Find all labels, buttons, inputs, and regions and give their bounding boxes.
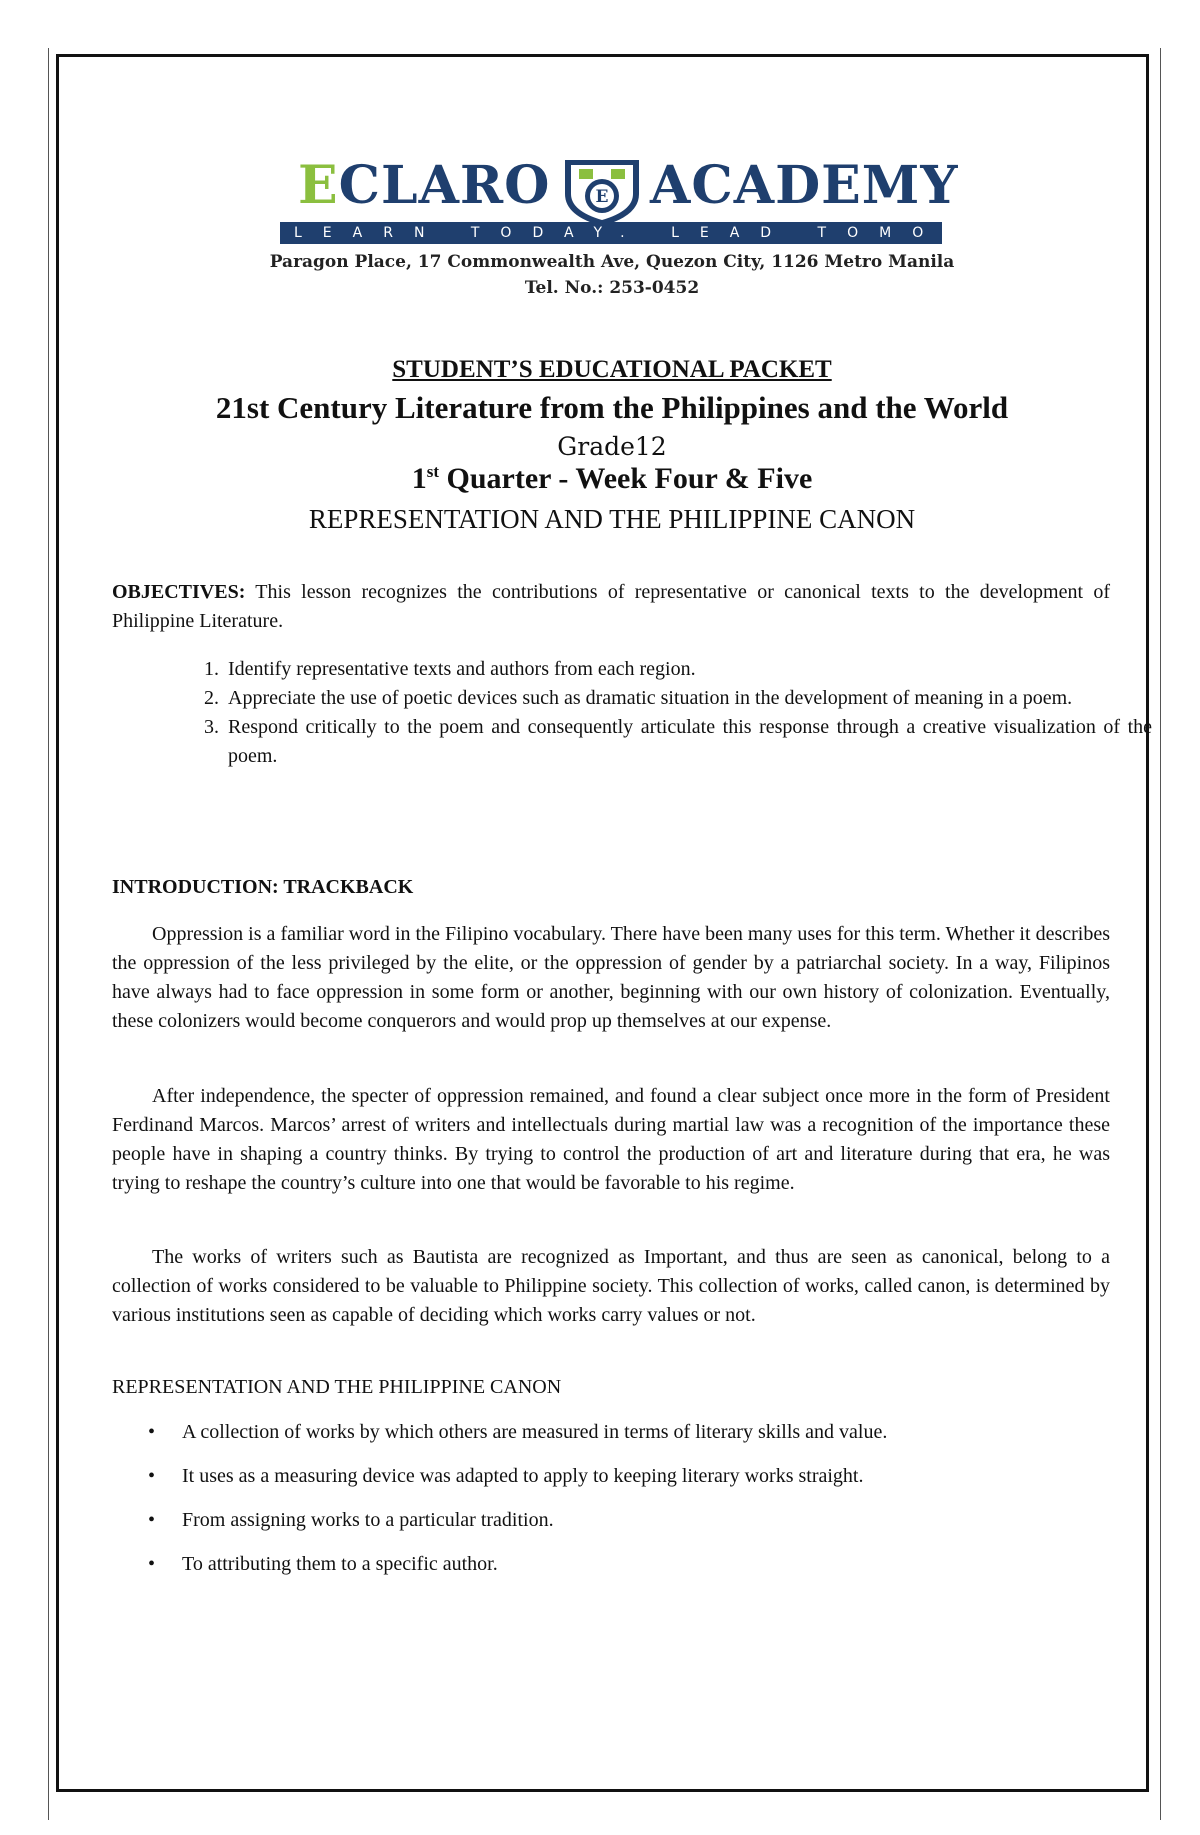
logo-initial: E <box>298 155 339 216</box>
quarter-ordinal: st <box>426 462 439 481</box>
grade-level: Grade12 <box>557 432 667 461</box>
canon-bullet: • From assigning works to a particular tradition. <box>182 1506 1132 1535</box>
introduction-paragraph: Oppression is a familiar word in the Filipino vocabulary. There have been many uses for this term. Whether it describes the oppression of the less privileged by the elite, or the oppression of gender by a patriarchal society. In a way, Filipinos have always had to face oppression in some form or another, beginning with our own history of colonization. Eventually, these colonizers would become conquerors and would prop up themselves at our expense. <box>112 923 1110 1032</box>
school-address: Paragon Place, 17 Commonwealth Ave, Quezon City, 1126 Metro Manila <box>269 252 955 272</box>
eclaro-academy-logo <box>280 152 1097 248</box>
canon-bullet: • A collection of works by which others are measured in terms of literary skills and value. <box>182 1418 1132 1447</box>
right-margin-rule <box>1160 48 1161 1820</box>
logo-tagline: LEARN TODAY. LEAD TOMORROW. <box>280 222 942 244</box>
svg-text:E: E <box>595 187 609 207</box>
canon-heading: REPRESENTATION AND THE PHILIPPINE CANON <box>112 1376 562 1398</box>
canon-bullet: • It uses as a measuring device was adapted to apply to keeping literary works straight. <box>182 1462 1132 1491</box>
objectives-text: This lesson recognizes the contributions of representative or canonical texts to the development of Philippine Literature. <box>112 581 1110 632</box>
objective-item: 2. Appreciate the use of poetic devices such as dramatic situation in the development of meaning in a poem. <box>224 684 1152 713</box>
canon-bullet: • To attributing them to a specific author. <box>182 1550 1132 1579</box>
logo-word-right: ACADEMY <box>650 155 959 216</box>
objectives-intro <box>112 578 1110 636</box>
introduction-paragraph: After independence, the specter of oppression remained, and found a clear subject once more in the form of President Ferdinand Marcos. Marcos’ arrest of writers and intellectuals during martial law was a recognition of the importance these people have in shaping a country thinks. By trying to control the production of art and literature during that era, he was trying to reshape the country’s culture into one that would be favorable to his regime. <box>112 1085 1110 1194</box>
logo-word-left-rest: CLARO <box>338 155 551 216</box>
quarter-number: 1 <box>411 462 427 495</box>
objective-item: 1. Identify representative texts and authors from each region. <box>224 655 1152 684</box>
left-margin-rule <box>48 48 49 1820</box>
objectives-list <box>182 655 1152 771</box>
objective-item: 3. Respond critically to the poem and consequently articulate this response through a creative visualization of the poem. <box>224 713 1152 771</box>
lesson-topic: REPRESENTATION AND THE PHILIPPINE CANON <box>308 504 916 534</box>
quarter-week-text: Quarter - Week Four & Five <box>439 462 813 495</box>
introduction-heading: INTRODUCTION: TRACKBACK <box>112 876 414 898</box>
quarter-week <box>112 462 1112 496</box>
packet-title: STUDENT’S EDUCATIONAL PACKET <box>392 356 832 383</box>
logo-word-left <box>298 152 550 220</box>
objectives-label: OBJECTIVES: <box>112 581 246 603</box>
course-title: 21st Century Literature from the Philippines and the World <box>215 390 1009 425</box>
school-telephone: Tel. No.: 253-0452 <box>524 278 700 298</box>
academy-crest-icon <box>557 154 647 228</box>
introduction-paragraph: The works of writers such as Bautista are recognized as Important, and thus are seen as canonical, belong to a collection of works considered to be valuable to Philippine society. This collection of works, called canon, is determined by various institutions seen as capable of deciding which works carry values or not. <box>112 1246 1110 1326</box>
canon-bullet-list <box>130 1418 1132 1594</box>
